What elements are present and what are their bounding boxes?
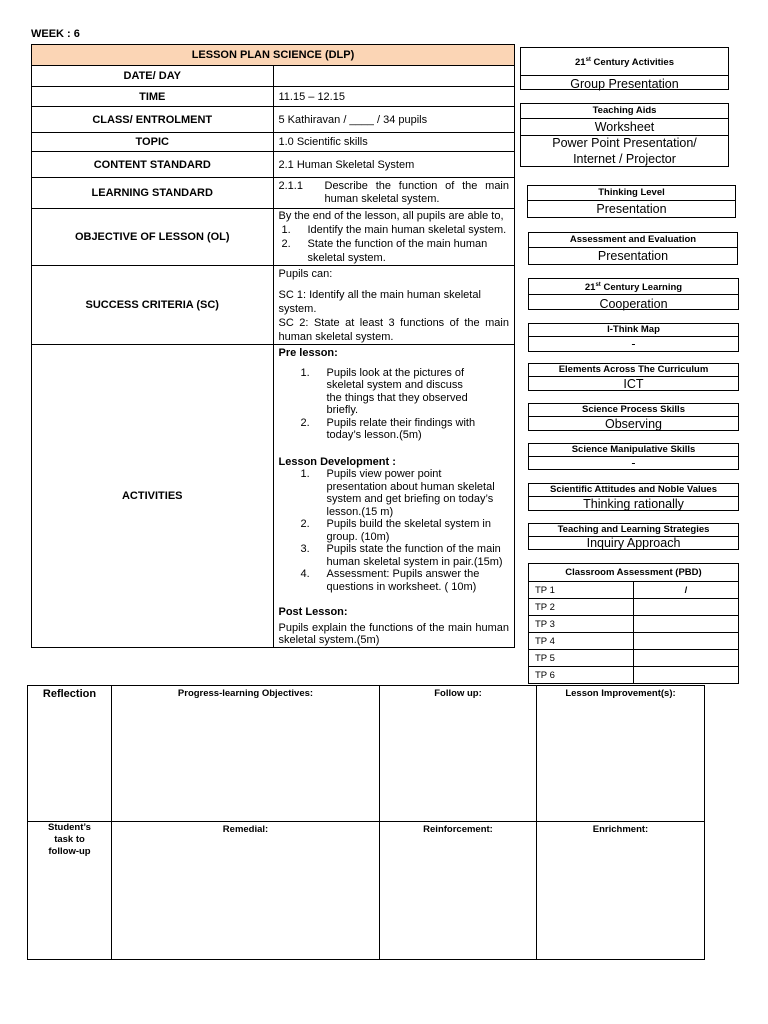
strategies-title: Teaching and Learning Strategies xyxy=(529,524,738,537)
content-standard-label: CONTENT STANDARD xyxy=(32,152,274,178)
lesson-development-item: 2. Pupils build the skeletal system in group. (10m) xyxy=(300,518,491,543)
pbd-row: TP 2 xyxy=(529,599,739,616)
elements-title: Elements Across The Curriculum xyxy=(529,364,738,377)
pbd-row: TP 4 xyxy=(529,633,739,650)
enrichment-cell[interactable]: Enrichment: xyxy=(537,822,705,960)
lesson-development-item: 1. Pupils view power point presentation about human skeletal system and get briefing on today’s lesson.(15 m) xyxy=(300,468,495,518)
ithink-value: - xyxy=(631,337,636,351)
ithink-title: I-Think Map xyxy=(529,324,738,337)
elements-box xyxy=(528,363,739,391)
assessment-title: Assessment and Evaluation xyxy=(529,233,737,248)
success-criteria-label: SUCCESS CRITERIA (SC) xyxy=(32,266,274,345)
manipulative-skills-value: - xyxy=(631,456,636,470)
objective-intro: By the end of the lesson, all pupils are able to, xyxy=(278,210,504,222)
manipulative-skills-box xyxy=(528,443,739,470)
century-activities-box xyxy=(520,47,729,90)
pbd-mark[interactable] xyxy=(634,650,739,667)
lesson-development-item: 3. Pupils state the function of the main human skeletal system in pair.(15m) xyxy=(300,543,503,568)
attitudes-box xyxy=(528,483,739,511)
teaching-aids-worksheet: Worksheet xyxy=(521,119,728,136)
process-skills-title: Science Process Skills xyxy=(529,404,738,417)
activities-value xyxy=(273,345,515,648)
century-learning-value: Cooperation xyxy=(599,297,668,312)
week-label: WEEK : 6 xyxy=(31,28,80,40)
pbd-row: TP 6 xyxy=(529,667,739,684)
pbd-row: TP 3 xyxy=(529,616,739,633)
pre-lesson-item: 2. Pupils relate their findings with today’s lesson.(5m) xyxy=(300,416,476,441)
pbd-title: Classroom Assessment (PBD) xyxy=(529,564,739,582)
pbd-mark[interactable] xyxy=(634,616,739,633)
success-criteria-sc1: SC 1: Identify all the main human skeletal system. xyxy=(278,289,481,315)
lesson-development-title: Lesson Development : xyxy=(278,455,396,468)
teaching-aids-title: Teaching Aids xyxy=(521,104,728,119)
success-criteria-intro: Pupils can: xyxy=(278,268,333,280)
strategies-box xyxy=(528,523,739,550)
time-label: TIME xyxy=(32,87,274,107)
pbd-table xyxy=(528,563,739,684)
success-criteria-value xyxy=(273,266,515,345)
topic-label: TOPIC xyxy=(32,133,274,152)
century-learning-box xyxy=(528,278,739,310)
assessment-box xyxy=(528,232,738,265)
attitudes-value: Thinking rationally xyxy=(583,497,684,511)
learning-standard-value xyxy=(273,178,515,209)
date-day-value[interactable] xyxy=(273,66,515,87)
reinforcement-cell[interactable]: Reinforcement: xyxy=(380,822,537,960)
progress-objectives-cell[interactable]: Progress-learning Objectives: xyxy=(112,686,380,822)
thinking-level-box xyxy=(527,185,736,218)
century-activities-title: 21st Century Activities xyxy=(521,48,728,76)
reflection-table xyxy=(27,685,705,960)
post-lesson-title: Post Lesson: xyxy=(278,606,348,618)
lesson-improvement-cell[interactable]: Lesson Improvement(s): xyxy=(537,686,705,822)
teaching-aids-presentation: Power Point Presentation/ Internet / Projector xyxy=(552,136,697,166)
century-activities-value: Group Presentation xyxy=(570,77,679,92)
post-lesson-text: Pupils explain the functions of the main human skeletal system.(5m) xyxy=(278,621,509,646)
date-day-label: DATE/ DAY xyxy=(32,66,274,87)
pre-lesson-item: 1. Pupils look at the pictures of skeletal system and discuss the things that they observed briefly. xyxy=(300,366,468,416)
learning-standard-number: 2.1.1 xyxy=(278,180,303,192)
objective-label: OBJECTIVE OF LESSON (OL) xyxy=(32,209,274,266)
teaching-aids-box xyxy=(520,103,729,167)
objective-item: 1. Identify the main human skeletal system. xyxy=(281,224,507,236)
reflection-label: Reflection xyxy=(28,686,112,822)
pbd-mark[interactable]: / xyxy=(634,582,739,599)
strategies-value: Inquiry Approach xyxy=(586,536,681,550)
pbd-row: TP 5 xyxy=(529,650,739,667)
learning-standard-label: LEARNING STANDARD xyxy=(32,178,274,209)
topic-value: 1.0 Scientific skills xyxy=(273,133,515,152)
assessment-value: Presentation xyxy=(597,249,669,263)
elements-value: ICT xyxy=(623,377,644,391)
learning-standard-text: Describe the function of the main human skeletal system. xyxy=(324,180,509,205)
time-value: 11.15 – 12.15 xyxy=(273,87,515,107)
content-standard-value: 2.1 Human Skeletal System xyxy=(273,152,515,178)
success-criteria-sc2: SC 2: State at least 3 functions of the main human skeletal system. xyxy=(278,317,509,343)
century-learning-title: 21st Century Learning xyxy=(529,279,738,295)
ithink-box xyxy=(528,323,739,352)
lesson-plan-table xyxy=(31,44,515,648)
objective-item: 2. State the function of the main human skeletal system. xyxy=(281,238,488,264)
student-task-label: Student’s task to follow-up xyxy=(28,822,112,960)
attitudes-title: Scientific Attitudes and Noble Values xyxy=(529,484,738,497)
pbd-mark[interactable] xyxy=(634,599,739,616)
class-value: 5 Kathiravan / ____ / 34 pupils xyxy=(273,107,515,133)
thinking-level-title: Thinking Level xyxy=(528,186,735,201)
lesson-development-item: 4. Assessment: Pupils answer the questions in worksheet. ( 10m) xyxy=(300,568,480,593)
pbd-mark[interactable] xyxy=(634,667,739,684)
objective-value xyxy=(273,209,515,266)
pre-lesson-title: Pre lesson: xyxy=(278,347,338,359)
activities-label: ACTIVITIES xyxy=(32,345,274,648)
process-skills-box xyxy=(528,403,739,431)
follow-up-cell[interactable]: Follow up: xyxy=(380,686,537,822)
pbd-row: TP 1 / xyxy=(529,582,739,599)
remedial-cell[interactable]: Remedial: xyxy=(112,822,380,960)
process-skills-value: Observing xyxy=(605,417,662,431)
thinking-level-value: Presentation xyxy=(596,202,667,216)
lesson-plan-title: LESSON PLAN SCIENCE (DLP) xyxy=(32,45,515,66)
manipulative-skills-title: Science Manipulative Skills xyxy=(529,444,738,457)
pbd-mark[interactable] xyxy=(634,633,739,650)
class-label: CLASS/ ENTROLMENT xyxy=(32,107,274,133)
